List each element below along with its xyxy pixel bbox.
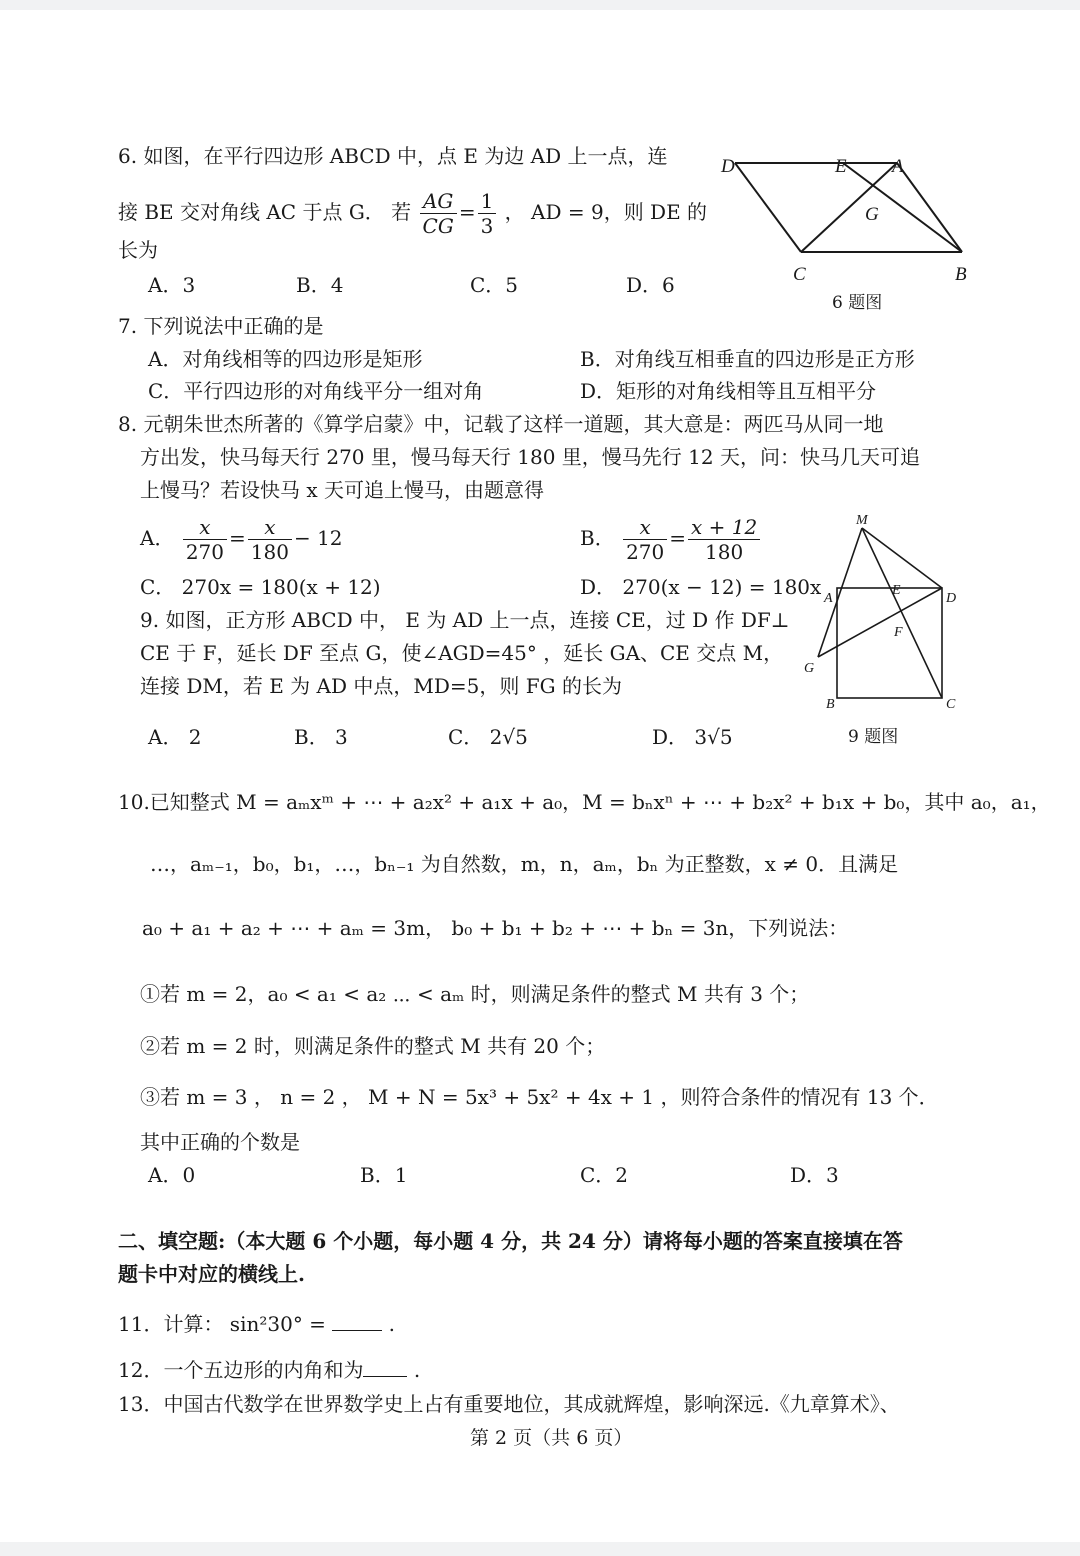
q6-option-a[interactable]: A．3: [148, 273, 196, 297]
frac-num: x: [248, 515, 292, 540]
label-b: B: [955, 264, 967, 285]
q10-line1: 10.已知整式 M = aₘxᵐ + ⋯ + a₂x² + a₁x + a₀，M = bₙxⁿ + ⋯ + b₂x² + b₁x + b₀，其中 a₀，a₁，: [118, 790, 1051, 814]
q11-text: 11．计算： sin²30° =: [118, 1312, 326, 1336]
q10-statement-3: ③若 m = 3 ， n = 2 ， M + N = 5x³ + 5x² + 4x + 1 ，则符合条件的情况有 13 个．: [140, 1085, 939, 1109]
label-e: E: [892, 583, 901, 598]
q8-b-frac2: [688, 515, 760, 564]
frac-den: CG: [422, 214, 454, 238]
q8-option-b[interactable]: B． $\frac{x}{270}$ = $\frac{x + 12}{180}$: [580, 510, 762, 566]
section-2-heading-line1: 二、填空题:（本大题 6 个小题，每小题 4 分，共 24 分）请将每小题的答案直接填在答: [118, 1229, 903, 1253]
frac-num: AG: [420, 189, 457, 214]
exam-page: [0, 10, 1080, 1542]
q7-stem: 7. 下列说法中正确的是: [118, 314, 324, 338]
q6-line2: [118, 184, 707, 240]
q10-statement-2: ②若 m = 2 时，则满足条件的整式 M 共有 20 个；: [140, 1034, 606, 1058]
q10-option-b[interactable]: B．1: [360, 1163, 408, 1187]
label-g: G: [865, 204, 879, 225]
q9-line1: 9. 如图，正方形 ABCD 中， E 为 AD 上一点，连接 CE，过 D 作 DF⊥: [140, 608, 790, 632]
frac-num: 1: [478, 189, 497, 214]
q11-period: .: [388, 1312, 396, 1336]
q10-statement-1: ①若 m = 2，a₀ < a₁ < a₂ ⋯ < aₘ 时，则满足条件的整式 M 共有 3 个；: [140, 982, 810, 1006]
q12-period: .: [413, 1358, 421, 1382]
frac-den: 3: [480, 214, 494, 238]
q10-ask: 其中正确的个数是: [140, 1130, 300, 1154]
q8-option-c[interactable]: C． 270x = 180(x + 12): [140, 575, 381, 599]
frac-den: 180: [705, 540, 744, 564]
q9-line3: 连接 DM，若 E 为 AD 中点，MD=5，则 FG 的长为: [140, 674, 622, 698]
q6-fraction-1-3: [478, 189, 497, 238]
edge-ab: [897, 163, 962, 252]
label-f: F: [894, 625, 903, 640]
q7-option-d[interactable]: D．矩形的对角线相等且互相平分: [580, 379, 877, 403]
frac-den: 180: [250, 540, 289, 564]
frac-num: x + 12: [688, 515, 760, 540]
label-a: A: [892, 156, 904, 177]
label-b: B: [826, 697, 835, 712]
diagonal-ac: [801, 163, 897, 252]
q11: [118, 1310, 395, 1338]
q6-option-b[interactable]: B．4: [296, 273, 344, 297]
label-d: D: [721, 156, 735, 177]
q6-line1: 6. 如图，在平行四边形 ABCD 中，点 E 为边 AD 上一点，连: [118, 144, 668, 168]
q9-caption: 9 题图: [848, 727, 899, 747]
q12: [118, 1356, 420, 1384]
q6-figure: [715, 140, 985, 290]
q9-figure: [800, 510, 970, 715]
frac-num: x: [623, 515, 667, 540]
q9-option-c[interactable]: C． 2√5: [448, 725, 528, 749]
q9-option-b[interactable]: B． 3: [294, 725, 348, 749]
section-2-heading-line2: 题卡中对应的横线上.: [118, 1262, 305, 1286]
equals-sign: =: [458, 200, 476, 224]
q6-line2-post: ， AD = 9，则 DE 的: [504, 200, 708, 224]
label-c: C: [793, 264, 806, 285]
q8-a-frac1: [183, 515, 227, 564]
option-label: B．: [580, 526, 615, 550]
option-label: A．: [140, 526, 175, 550]
q6-line3: 长为: [118, 238, 158, 262]
q6-fraction-ag-cg: [420, 189, 457, 238]
q9-option-a[interactable]: A． 2: [148, 725, 202, 749]
q6-option-d[interactable]: D．6: [626, 273, 675, 297]
label-c: C: [946, 697, 956, 712]
q6-option-c[interactable]: C．5: [470, 273, 519, 297]
q12-text: 12．一个五边形的内角和为: [118, 1358, 364, 1382]
q8-line2: 方出发，快马每天行 270 里，慢马每天行 180 里，慢马先行 12 天，问：快马几天可追: [140, 445, 920, 469]
segment-md: [862, 528, 942, 588]
frac-den: 270: [185, 540, 224, 564]
q6-line2-pre: 接 BE 交对角线 AC 于点 G． 若: [118, 200, 412, 224]
q7-option-b[interactable]: B．对角线互相垂直的四边形是正方形: [580, 347, 915, 371]
square-abcd: [837, 588, 942, 698]
q9-option-d[interactable]: D． 3√5: [652, 725, 733, 749]
q8-line3: 上慢马？若设快马 x 天可追上慢马，由题意得: [140, 478, 544, 502]
label-a: A: [824, 591, 833, 606]
q10-option-c[interactable]: C．2: [580, 1163, 629, 1187]
q11-answer-blank[interactable]: [332, 1312, 382, 1331]
edge-cd: [735, 163, 801, 252]
q10-line2: …，aₘ₋₁，b₀，b₁，…，bₙ₋₁ 为自然数，m，n，aₘ，bₙ 为正整数，x ≠ 0．且满足: [150, 852, 899, 876]
page-footer: 第 2 页（共 6 页）: [470, 1427, 633, 1449]
q7-option-a[interactable]: A．对角线相等的四边形是矩形: [148, 347, 423, 371]
q10-line3: a₀ + a₁ + a₂ + ⋯ + aₘ = 3m， b₀ + b₁ + b₂ + ⋯ + bₙ = 3n，下列说法：: [142, 916, 849, 940]
q9-line2: CE 于 F，延长 DF 至点 G，使∠AGD=45° ，延长 GA、CE 交点 M，: [140, 641, 784, 665]
q8-line1: 8. 元朝朱世杰所著的《算学启蒙》中，记载了这样一道题，其大意是：两匹马从同一地: [118, 412, 884, 436]
q8-option-a[interactable]: A． $\frac{x}{270}$ = $\frac{x}{180}$ − 12: [140, 515, 343, 564]
q8-b-frac1: [623, 515, 667, 564]
label-m: M: [856, 513, 868, 528]
q8-a-frac2: [248, 515, 292, 564]
q6-caption: 6 题图: [832, 293, 883, 313]
q10-option-a[interactable]: A．0: [148, 1163, 196, 1187]
q10-option-d[interactable]: D．3: [790, 1163, 839, 1187]
option-tail: − 12: [293, 526, 343, 550]
frac-num: x: [183, 515, 227, 540]
label-d: D: [946, 591, 957, 606]
label-e: E: [835, 156, 847, 177]
segment-mc: [862, 528, 942, 698]
q12-answer-blank[interactable]: [363, 1358, 407, 1377]
q13-line1: 13．中国古代数学在世界数学史上占有重要地位，其成就辉煌，影响深远.《九章算术》、: [118, 1392, 900, 1416]
q8-option-d[interactable]: D． 270(x − 12) = 180x: [580, 575, 822, 599]
label-g: G: [804, 661, 815, 676]
frac-den: 270: [626, 540, 665, 564]
q7-option-c[interactable]: C．平行四边形的对角线平分一组对角: [148, 379, 484, 403]
